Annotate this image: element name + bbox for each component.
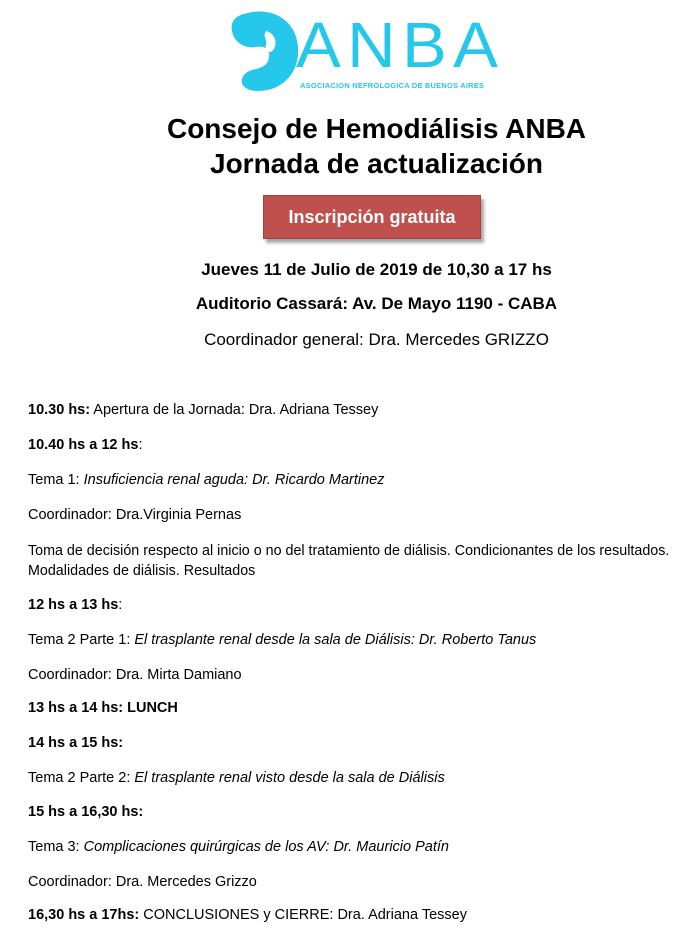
program-block-3-time: 14 hs a 15 hs: — [28, 735, 124, 751]
event-date: Jueves 11 de Julio de 2019 de 10,30 a 17 hs — [201, 260, 552, 279]
general-coordinator: Coordinador general: Dra. Mercedes GRIZZO — [204, 330, 549, 349]
tema-2-part-1-title: El trasplante renal desde la sala de Diálisis: Dr. Roberto Tanus — [134, 632, 537, 648]
tema-1-description: Toma de decisión respecto al inicio o no del tratamiento de diálisis. Condicionantes de los resultados. Modalidades de diálisis. Resultados — [28, 543, 670, 579]
kidney-profile-icon — [226, 9, 306, 95]
tema-1-title: Insuficiencia renal aguda: Dr. Ricardo Martinez — [83, 472, 385, 488]
tema-2-part-2: Tema 2 Parte 2: El trasplante renal visto desde la sala de Diálisis — [28, 770, 445, 786]
opening-time: 10.30 hs: — [28, 402, 91, 418]
opening-text: Apertura de la Jornada: Dra. Adriana Tessey — [90, 402, 379, 418]
logo-letters: ANBA — [296, 9, 505, 81]
tema-2-part-2-title: El trasplante renal visto desde la sala de Diálisis — [134, 770, 445, 786]
program-block-1-time: 10.40 hs a 12 hs: — [28, 437, 143, 453]
tema-3: Tema 3: Complicaciones quirúrgicas de los AV: Dr. Mauricio Patín — [28, 839, 449, 855]
closing-time: 16,30 hs a 17hs: — [28, 907, 140, 923]
program-closing — [28, 906, 678, 925]
program-block-4-time: 15 hs a 16,30 hs: — [28, 804, 144, 820]
event-venue: Auditorio Cassará: Av. De Mayo 1190 - CABA — [195, 294, 558, 313]
tema-1-coordinator: Coordinador: Dra.Virginia Pernas — [28, 507, 242, 523]
registration-badge: Inscripción gratuita — [263, 195, 481, 239]
program-block-2-time: 12 hs a 13 hs: — [28, 597, 123, 613]
lunch-break: 13 hs a 14 hs: LUNCH — [28, 700, 178, 716]
program-opening — [28, 401, 678, 420]
tema-2-part-1-coordinator: Coordinador: Dra. Mirta Damiano — [28, 667, 242, 683]
logo-subtitle: ASOCIACION NEFROLOGICA DE BUENOS AIRES — [300, 81, 485, 90]
tema-3-title: Complicaciones quirúrgicas de los AV: Dr. Mauricio Patín — [83, 839, 449, 855]
tema-3-coordinator: Coordinador: Dra. Mercedes Grizzo — [28, 874, 257, 890]
tema-2-part-1: Tema 2 Parte 1: El trasplante renal desde la sala de Diálisis: Dr. Roberto Tanus — [28, 632, 537, 648]
page-title: Consejo de Hemodiálisis ANBA — [166, 113, 587, 144]
closing-text: CONCLUSIONES y CIERRE: Dra. Adriana Tessey — [139, 907, 467, 923]
anba-logo — [226, 9, 505, 95]
tema-1: Tema 1: Insuficiencia renal aguda: Dr. Ricardo Martinez — [28, 472, 385, 488]
page-subtitle: Jornada de actualización — [210, 148, 543, 179]
